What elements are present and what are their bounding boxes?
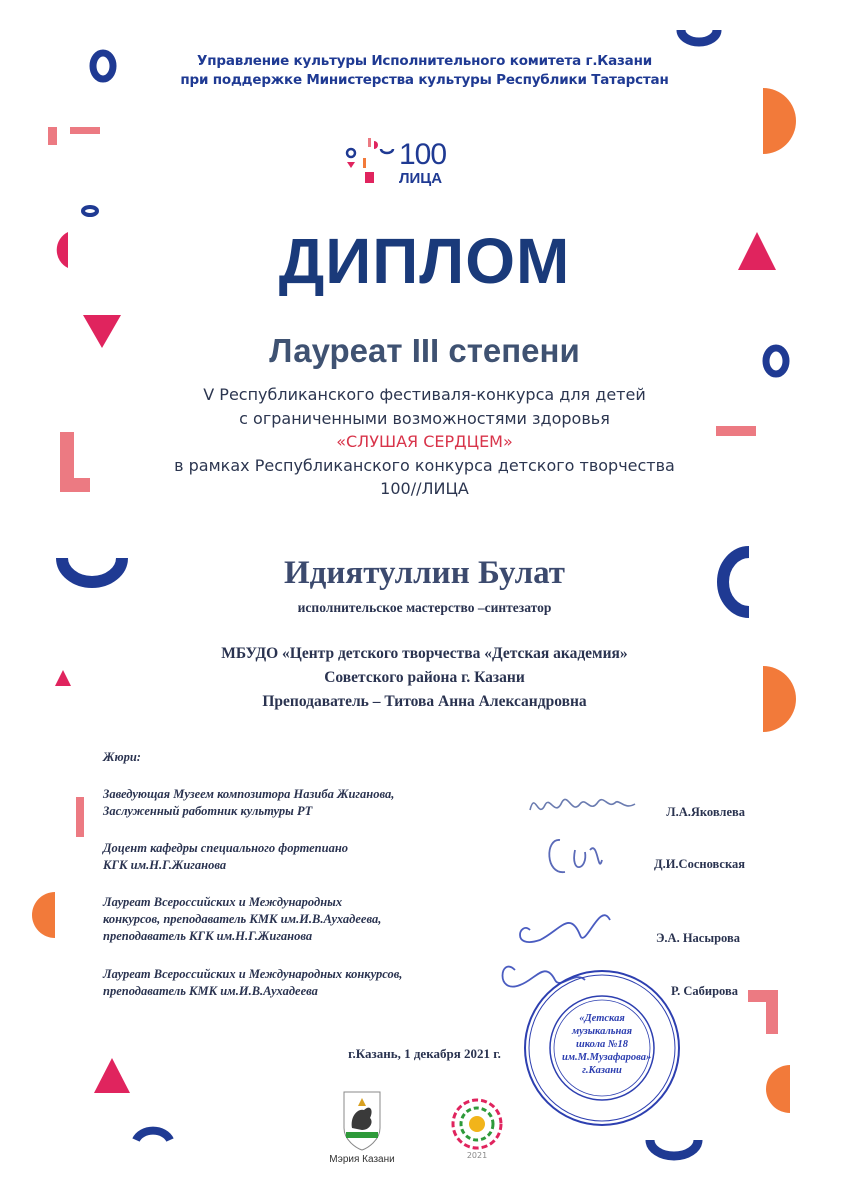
teacher-line: Преподаватель – Титова Анна Александровна	[262, 693, 587, 710]
decor-arc-top-right	[681, 30, 717, 42]
logo-number: 100	[399, 138, 447, 171]
header-line-2: при поддержке Министерства культуры Республики Татарстан	[180, 72, 669, 88]
jury-role-4-line-1: Лауреат Всероссийских и Международных конкурсов,	[103, 967, 403, 981]
org-line-2: Советского района г. Казани	[324, 669, 525, 686]
desc-line-4: в рамках Республиканского конкурса детского творчества	[174, 455, 675, 475]
jury-name-4: Р. Сабирова	[671, 984, 738, 998]
kazan-coat-of-arms-icon	[312, 1088, 412, 1152]
logo-word: ЛИЦА	[399, 170, 443, 187]
participant-name: Идиятуллин Булат	[283, 555, 566, 591]
jury-role-2	[103, 840, 523, 874]
desc-line-1: V Республиканского фестиваля-конкурса для детей	[203, 385, 646, 404]
jury-role-1-line-1: Заведующая Музеем композитора Назиба Жиганова,	[103, 787, 395, 801]
jury-role-2-line-2: КГК им.Н.Г.Жиганова	[103, 858, 227, 872]
jury-role-2-line-1: Доцент кафедры специального фортепиано	[103, 841, 349, 855]
desc-line-5: 100//ЛИЦА	[380, 479, 469, 498]
organization-block	[0, 642, 849, 714]
stamp-line-1: «Детская	[579, 1013, 625, 1024]
jury-name-3: Э.А. Насырова	[655, 931, 740, 945]
award-degree: Лауреат III степени	[269, 332, 580, 369]
place-and-date: г.Казань, 1 декабря 2021 г.	[348, 1046, 501, 1061]
jury-role-3	[103, 894, 523, 945]
festival-logo	[343, 138, 463, 190]
org-line-1: МБУДО «Центр детского творчества «Детская академия»	[221, 645, 628, 662]
decor-bar-left-3	[76, 797, 84, 837]
header-line-1: Управление культуры Исполнительного комитета г.Казани	[197, 53, 652, 69]
stamp-line-4: им.М.Музафарова»	[562, 1052, 652, 1063]
stamp-line-5: г.Казани	[582, 1065, 622, 1076]
kazan-mayor-emblem	[312, 1088, 412, 1172]
decor-bar-right-3	[766, 990, 778, 1034]
decor-bar-left-2	[70, 127, 100, 134]
desc-line-2: с ограниченными возможностями здоровья	[239, 408, 610, 428]
jury-role-4	[103, 966, 523, 1000]
jury-name-2: Д.И.Сосновская	[653, 857, 745, 871]
decor-o-left-2	[83, 207, 97, 215]
festival-name: «СЛУШАЯ СЕРДЦЕМ»	[336, 432, 513, 451]
stamp-line-3: школа №18	[575, 1039, 629, 1050]
decor-arc-bottom-right	[650, 1140, 698, 1156]
diploma-title: ДИПЛОМ	[278, 225, 571, 297]
decor-half-circle-right-3	[766, 1065, 790, 1113]
header	[0, 52, 849, 90]
republic-year-emblem-icon	[445, 1092, 509, 1162]
jury-name-1: Л.А.Яковлева	[666, 805, 745, 819]
emblem-year: 2021	[466, 1151, 488, 1160]
participant-nomination: исполнительское мастерство –синтезатор	[297, 600, 552, 615]
jury-role-3-line-2: конкурсов, преподаватель КМК им.И.В.Аухадеева,	[103, 912, 382, 926]
jury-role-3-line-1: Лауреат Всероссийских и Международных	[103, 895, 343, 909]
festival-description	[0, 383, 849, 501]
decor-triangle-left-2	[94, 1058, 130, 1093]
jury-role-1	[103, 786, 523, 820]
decor-arc-bottom-left	[136, 1131, 170, 1140]
decor-bar-left-1	[48, 127, 57, 145]
stamp-line-2: музыкальная	[571, 1026, 633, 1037]
jury-role-1-line-2: Заслуженный работник культуры РТ	[103, 804, 313, 818]
logo-mark-icon	[343, 138, 399, 190]
mayor-label: Мэрия Казани	[329, 1154, 395, 1165]
jury-role-4-line-2: преподаватель КМК им.И.В.Аухадеева	[103, 984, 318, 998]
decor-half-circle-right-1	[763, 88, 796, 154]
jury-label: Жюри:	[103, 750, 141, 764]
jury-role-3-line-3: преподаватель КГК им.Н.Г.Жиганова	[103, 929, 313, 943]
decor-half-circle-left-2	[32, 892, 55, 938]
stamp-text	[562, 1012, 652, 1077]
